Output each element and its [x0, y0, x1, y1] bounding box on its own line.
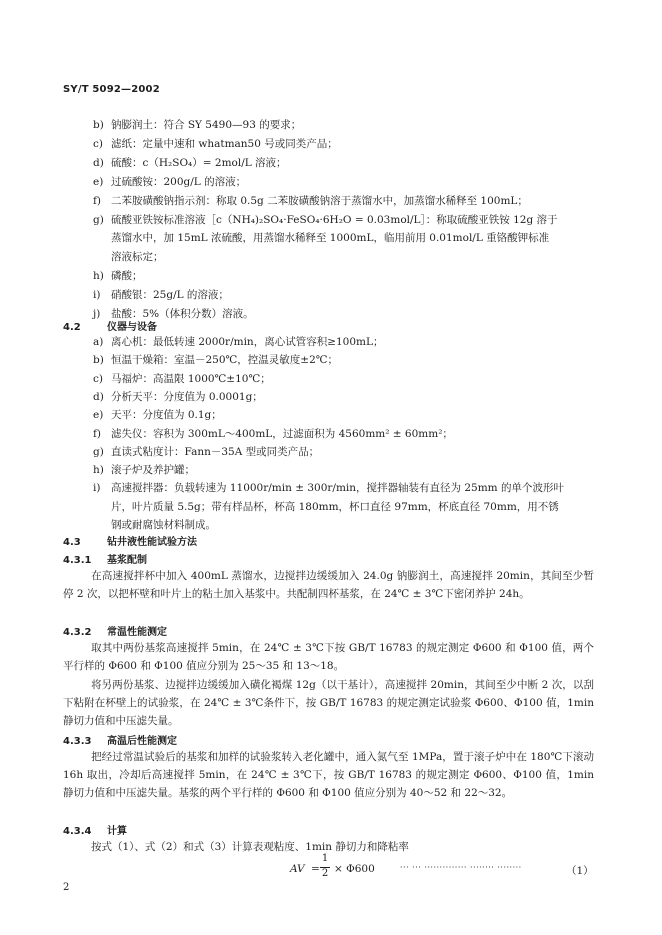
equipment-item-label: h) [93, 464, 104, 477]
equation-lhs: AV [290, 863, 305, 875]
reagent-item [93, 194, 528, 208]
reagent-item [93, 250, 164, 264]
reagent-item-label: e) [93, 175, 104, 188]
section-4-3-2-heading: 4.3.2 常温性能测定 [63, 627, 167, 638]
equipment-item-label: i) [93, 482, 101, 495]
equation-rhs: × Φ600 [334, 863, 375, 875]
reagent-item-text: 硫酸：c（H₂SO₄）= 2mol/L 溶液； [111, 156, 287, 169]
standard-header: SY/T 5092—2002 [63, 84, 160, 95]
reagent-item-label: h) [93, 270, 104, 283]
equipment-item [93, 353, 338, 367]
reagent-item-text: 钠膨润土：符合 SY 5490—93 的要求； [111, 119, 302, 131]
reagent-item-text: 滤纸：定量中速和 whatman50 号或同类产品； [111, 137, 338, 150]
reagent-item-label: f) [93, 194, 101, 207]
equipment-item [93, 390, 263, 404]
paragraph-4-3-1: 在高速搅拌杯中加入 400mL 蒸馏水，边搅拌边缓缓加入 24.0g 钠膨润土，高速搅拌 20min，其间至少暂停 2 次，以把杯壁和叶片上的粘土加入基浆中。共配制四杯基浆，在 24℃ ± 3℃下密闭养护 24h。 [63, 570, 594, 601]
reagent-item [93, 137, 338, 151]
reagent-item-text: 过硫酸铵：200g/L 的溶液； [111, 175, 247, 188]
reagent-item-text: 盐酸：5%（体积分数）溶液。 [111, 308, 254, 320]
reagent-item-text: 磷酸； [111, 270, 143, 283]
section-4-3-4-heading: 4.3.4 计算 [63, 826, 127, 837]
equipment-item [93, 500, 559, 514]
reagent-item-text: 硫酸亚铁铵标准溶液［c（NH₄)₂SO₄·FeSO₄·6H₂O = 0.03mol/L］：称取硫酸亚铁铵 12g 溶于 [111, 213, 558, 226]
equipment-item [93, 518, 216, 532]
equipment-item-text: 马福炉：高温限 1000℃±10℃； [111, 372, 271, 385]
equipment-item-text: 片，叶片质量 5.5g；带有样品杯，杯高 180mm，杯口直径 97mm，杯底直径 70mm，用不锈 [111, 500, 559, 513]
paragraph-4-3-4: 按式（1）、式（2）和式（3）计算表观粘度、1min 静切力和降粘率 [91, 841, 409, 853]
reagent-item [93, 288, 229, 302]
section-4-2-heading: 4.2 仪器与设备 [63, 322, 157, 333]
equipment-item-label: a) [93, 336, 104, 348]
equipment-item-text: 离心机：最低转速 2000r/min，离心试管容积≥100mL； [111, 336, 384, 348]
fraction-denominator: 2 [321, 868, 329, 879]
equipment-item-text: 钢或耐腐蚀材料制成。 [111, 519, 216, 531]
equipment-item-label: d) [93, 390, 104, 403]
equipment-item [93, 463, 195, 477]
equipment-item-text: 天平：分度值为 0.1g； [111, 409, 222, 422]
equipment-item-text: 滤失仪：容积为 300mL～400mL，过滤面积为 4560mm² ± 60mm²； [111, 427, 453, 440]
reagent-item-label: d) [93, 156, 104, 169]
section-4-3-3-heading: 4.3.3 高温后性能测定 [63, 736, 177, 747]
reagent-item-label: j) [93, 308, 101, 320]
reagent-item-label: i) [93, 289, 101, 302]
reagent-item-text: 硝酸银：25g/L 的溶液； [111, 289, 229, 302]
reagent-item [93, 231, 549, 245]
reagent-item [93, 269, 143, 283]
reagent-item-text: 蒸馏水中，加 15mL 浓硫酸，用蒸馏水稀释至 1000mL，临用前用 0.01mol/L 重铬酸钾标准 [111, 232, 550, 245]
page-number: 2 [63, 882, 70, 893]
fraction-numerator: 1 [321, 853, 329, 864]
paragraph-4-3-2-a: 取其中两份基浆高速搅拌 5min，在 24℃ ± 3℃下按 GB/T 16783 的规定测定 Φ600 和 Φ100 值，两个平行样的 Φ600 和 Φ100 值应分别为 25～35 和 13～18。 [63, 642, 594, 673]
equipment-item-label: f) [93, 427, 101, 440]
equipment-item-text: 直读式粘度计：Fann－35A 型或同类产品； [111, 445, 320, 458]
equipment-item [93, 481, 564, 495]
reagent-item-label: c) [93, 137, 103, 150]
section-4-3-heading: 4.3 钻井液性能试验方法 [63, 537, 197, 548]
equipment-item-text: 恒温干燥箱：室温－250℃，控温灵敏度±2℃； [111, 354, 339, 367]
equipment-item-label: g) [93, 445, 104, 458]
equipment-item [93, 335, 383, 349]
equipment-item [93, 427, 453, 441]
equipment-item-label: c) [93, 372, 103, 385]
equation-equals: = [311, 863, 320, 875]
equipment-item-text: 滚子炉及养护罐； [111, 464, 195, 477]
reagent-item-label: b) [93, 119, 104, 131]
equipment-item [93, 408, 222, 422]
section-4-3-1-heading: 4.3.1 基浆配制 [63, 555, 147, 566]
reagent-item [93, 156, 287, 170]
equipment-item-text: 高速搅拌器：负载转速为 11000r/min ± 300r/min，搅拌器轴装有直径为 25mm 的单个波形叶 [111, 482, 564, 495]
equipment-item-text: 分析天平：分度值为 0.0001g； [111, 390, 263, 403]
equipment-item [93, 372, 271, 386]
reagent-item [93, 213, 558, 227]
paragraph-4-3-3: 把经过常温试验后的基浆和加样的试验浆转入老化罐中，通入氮气至 1MPa，置于滚子炉中在 180℃下滚动 16h 取出，冷却后高速搅拌 5min，在 24℃ ± 3℃下，按 GB/T 16783 的规定测定 Φ600、Φ100 值，1min 静切力值和中压滤失量。基浆的两个平行样的 Φ600 和 Φ100 值应分别为 40～52 和 22～32。 [63, 751, 594, 800]
equation-number: （1） [566, 865, 594, 877]
equipment-item-label: b) [93, 354, 104, 367]
reagent-item [93, 175, 246, 189]
reagent-item-text: 溶液标定； [111, 251, 164, 264]
equipment-item-label: e) [93, 409, 104, 422]
equation-leader-dots: ··· ··· ·············· ········ ········ [400, 863, 522, 872]
equipment-item [93, 445, 319, 459]
reagent-item-text: 二苯胺磺酸钠指示剂：称取 0.5g 二苯胺磺酸钠溶于蒸馏水中，加蒸馏水稀释至 100mL； [111, 194, 528, 207]
reagent-item [93, 118, 301, 132]
paragraph-4-3-2-b: 将另两份基浆、边搅拌边缓缓加入磺化褐煤 12g（以干基计），高速搅拌 20min，其间至少中断 2 次，以刮下粘附在杯壁上的试验浆，在 24℃ ± 3℃条件下，按 GB/T 16783 的规定测定试验浆 Φ600、Φ100 值，1min 静切力值和中压滤失量。 [63, 679, 594, 728]
reagent-item-label: g) [93, 213, 104, 226]
